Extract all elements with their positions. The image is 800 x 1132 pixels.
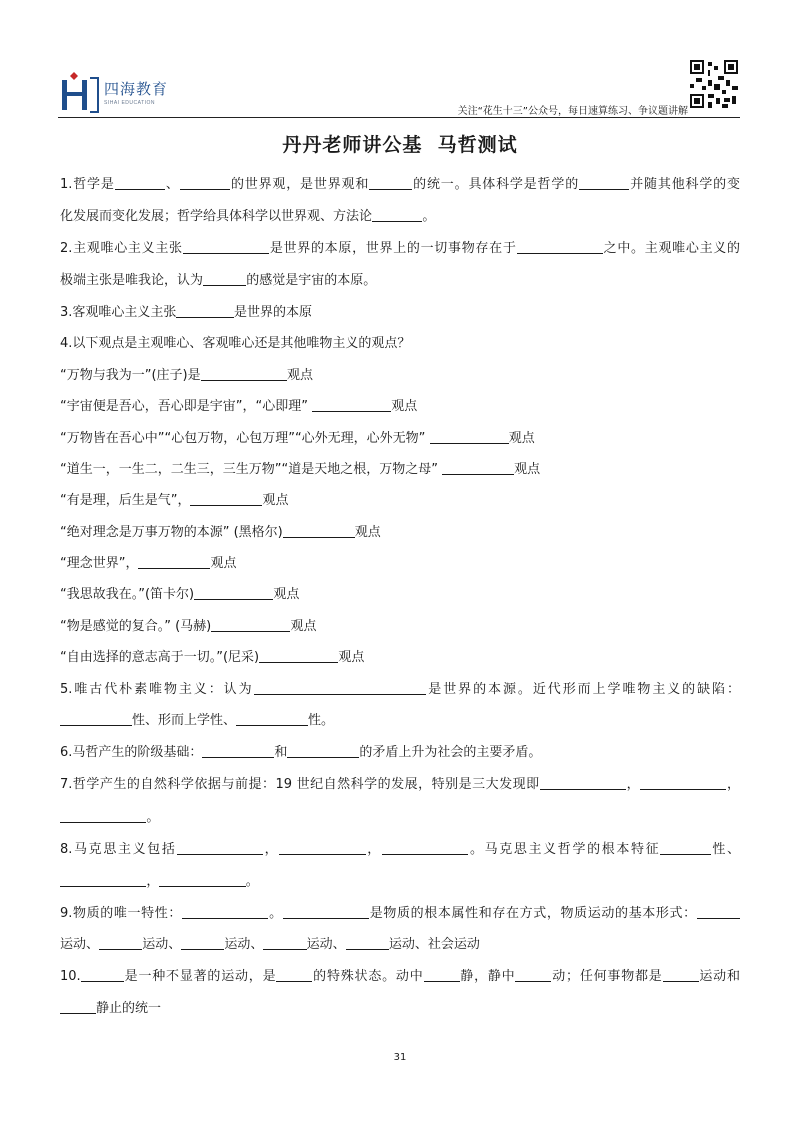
- line-text: 静，静中: [459, 969, 516, 984]
- question-line: [60, 741, 541, 760]
- line-text: 。: [245, 874, 259, 889]
- line-text: 是世界的本源。近代形而上学唯物主义的缺陷：: [426, 682, 740, 697]
- line-text: “万物与我为一”(庄子)是: [60, 368, 201, 383]
- answer-blank[interactable]: [181, 937, 224, 950]
- answer-blank[interactable]: [194, 587, 273, 600]
- qr-code-icon: [690, 60, 738, 108]
- answer-blank[interactable]: [138, 556, 210, 569]
- question-line: [60, 678, 740, 697]
- answer-blank[interactable]: [201, 368, 287, 381]
- answer-blank[interactable]: [211, 619, 290, 632]
- line-text: 的感觉是宇宙的本原。: [246, 273, 377, 288]
- answer-blank[interactable]: [177, 842, 263, 855]
- question-line: [60, 615, 316, 634]
- line-text: 运动、社会运动: [388, 937, 480, 952]
- line-text: 观点: [273, 587, 300, 602]
- line-text: ，: [626, 777, 641, 792]
- question-line: [60, 332, 410, 351]
- answer-blank[interactable]: [369, 177, 412, 190]
- answer-blank[interactable]: [517, 241, 603, 254]
- question-line: [60, 997, 161, 1016]
- question-line: [60, 646, 364, 665]
- line-text: ，: [262, 842, 280, 857]
- answer-blank[interactable]: [372, 209, 422, 222]
- line-text: 运动、: [306, 937, 346, 952]
- line-text: 观点: [354, 525, 381, 540]
- answer-blank[interactable]: [115, 177, 165, 190]
- line-text: 观点: [508, 431, 535, 446]
- line-text: 观点: [391, 399, 418, 414]
- line-text: “有是理，后生是气”，: [60, 493, 191, 508]
- line-text: “我思故我在。”(笛卡尔): [60, 587, 195, 602]
- answer-blank[interactable]: [640, 777, 726, 790]
- answer-blank[interactable]: [182, 906, 268, 919]
- line-text: 动；任何事物都是: [551, 969, 663, 984]
- line-text: 运动和: [698, 969, 740, 984]
- answer-blank[interactable]: [176, 305, 234, 318]
- header-divider: [58, 117, 740, 118]
- question-line: [60, 838, 740, 857]
- line-text: 运动、: [224, 937, 264, 952]
- question-line: [60, 773, 740, 792]
- line-text: 之中。主观唯心主义的: [602, 241, 740, 256]
- question-line: [60, 552, 237, 571]
- answer-blank[interactable]: [99, 937, 142, 950]
- answer-blank[interactable]: [382, 842, 468, 855]
- question-line: [60, 458, 540, 477]
- question-line: [60, 870, 259, 889]
- answer-blank[interactable]: [180, 177, 230, 190]
- line-text: 2.主观唯心主义主张: [60, 241, 183, 256]
- line-text: 。: [422, 209, 436, 224]
- line-text: 9.物质的唯一特性：: [60, 906, 183, 921]
- answer-blank[interactable]: [430, 431, 509, 444]
- answer-blank[interactable]: [312, 399, 391, 412]
- answer-blank[interactable]: [424, 969, 460, 982]
- answer-blank[interactable]: [579, 177, 629, 190]
- question-line: [60, 583, 299, 602]
- logo-subtext: SIHAI EDUCATION: [104, 100, 156, 106]
- line-text: 的矛盾上升为社会的主要矛盾。: [359, 745, 542, 760]
- line-text: ，: [726, 777, 740, 792]
- question-line: [60, 806, 159, 825]
- answer-blank[interactable]: [540, 777, 626, 790]
- question-line: [60, 269, 376, 288]
- line-text: 5.唯古代朴素唯物主义：认为: [60, 682, 254, 697]
- answer-blank[interactable]: [183, 241, 269, 254]
- answer-blank[interactable]: [254, 682, 427, 695]
- logo: [60, 70, 200, 116]
- question-line: [60, 205, 435, 224]
- answer-blank[interactable]: [276, 969, 312, 982]
- answer-blank[interactable]: [60, 1001, 96, 1014]
- line-text: “万物皆在吾心中”“心包万物，心包万理”“心外无理，心外无物”: [60, 431, 430, 446]
- line-text: 是世界的本原，世界上的一切事物存在于: [269, 241, 517, 256]
- line-text: 性、形而上学性、: [132, 713, 237, 728]
- line-text: 。: [146, 810, 160, 825]
- line-text: 4.以下观点是主观唯心、客观唯心还是其他唯物主义的观点？: [60, 336, 411, 351]
- question-line: [60, 933, 480, 952]
- line-text: 观点: [514, 462, 541, 477]
- line-text: 8.马克思主义包括: [60, 842, 177, 857]
- line-text: 观点: [287, 368, 314, 383]
- line-text: 7.哲学产生的自然科学依据与前提：19 世纪自然科学的发展，特别是三大发现即: [60, 777, 540, 792]
- line-text: 。: [268, 906, 283, 921]
- answer-blank[interactable]: [279, 842, 365, 855]
- line-text: 6.马哲产生的阶级基础：: [60, 745, 203, 760]
- line-text: 、: [165, 177, 180, 192]
- answer-blank[interactable]: [202, 745, 274, 758]
- line-text: 静止的统一: [96, 1001, 162, 1016]
- question-line: [60, 965, 740, 984]
- line-text: 1.哲学是: [60, 177, 115, 192]
- answer-blank[interactable]: [159, 874, 245, 887]
- line-text: 的特殊状态。动中: [312, 969, 424, 984]
- answer-blank[interactable]: [81, 969, 124, 982]
- question-line: [60, 301, 312, 320]
- question-line: [60, 395, 417, 414]
- line-text: 化发展而变化发展；哲学给具体科学以世界观、方法论: [60, 209, 373, 224]
- question-line: [60, 427, 535, 446]
- line-text: “绝对理念是万事万物的本源” (黑格尔): [60, 525, 283, 540]
- question-line: [60, 364, 313, 383]
- question-line: [60, 902, 740, 921]
- line-text: 是物质的根本属性和存在方式，物质运动的基本形式：: [369, 906, 697, 921]
- line-text: 观点: [262, 493, 289, 508]
- line-text: 的世界观，是世界观和: [230, 177, 370, 192]
- answer-blank[interactable]: [190, 493, 262, 506]
- line-text: 运动、: [142, 937, 182, 952]
- line-text: 性、: [710, 842, 740, 857]
- answer-blank[interactable]: [60, 810, 146, 823]
- question-line: [60, 237, 740, 256]
- line-text: 10.: [60, 969, 81, 984]
- line-text: 3.客观唯心主义主张: [60, 305, 177, 320]
- line-text: 观点: [290, 619, 317, 634]
- line-text: “道生一，一生二，二生三，三生万物”“道是天地之根，万物之母”: [60, 462, 443, 477]
- question-line: [60, 173, 740, 192]
- line-text: ，: [365, 842, 382, 857]
- line-text: “自由选择的意志高于一切。”(尼采): [60, 650, 260, 665]
- answer-blank[interactable]: [259, 650, 338, 663]
- answer-blank[interactable]: [263, 937, 306, 950]
- line-text: “理念世界”，: [60, 556, 139, 571]
- answer-blank[interactable]: [283, 906, 369, 919]
- line-text: 观点: [338, 650, 365, 665]
- answer-blank[interactable]: [663, 969, 699, 982]
- line-text: “物是感觉的复合。” (马赫): [60, 619, 212, 634]
- page-number: 31: [393, 1052, 407, 1063]
- logo-text: 四海教育: [104, 80, 169, 98]
- line-text: 并随其他科学的变: [629, 177, 740, 192]
- answer-blank[interactable]: [283, 525, 355, 538]
- answer-blank[interactable]: [442, 462, 514, 475]
- answer-blank[interactable]: [697, 906, 740, 919]
- line-text: 的统一。具体科学是哲学的: [412, 177, 580, 192]
- answer-blank[interactable]: [660, 842, 710, 855]
- answer-blank[interactable]: [203, 273, 246, 286]
- line-text: 。马克思主义哲学的根本特征: [468, 842, 661, 857]
- answer-blank[interactable]: [236, 713, 308, 726]
- answer-blank[interactable]: [60, 713, 132, 726]
- header-note: 关注“花生十三”公众号，每日速算练习、争议题讲解: [457, 106, 688, 117]
- question-line: [60, 521, 381, 540]
- question-line: [60, 709, 334, 728]
- line-text: 是一种不显著的运动，是: [123, 969, 277, 984]
- answer-blank[interactable]: [60, 874, 146, 887]
- line-text: 性。: [308, 713, 335, 728]
- line-text: 观点: [210, 556, 237, 571]
- line-text: 运动、: [60, 937, 100, 952]
- answer-blank[interactable]: [287, 745, 359, 758]
- page-title: 丹丹老师讲公基 马哲测试: [282, 134, 518, 156]
- line-text: ，: [146, 874, 160, 889]
- answer-blank[interactable]: [515, 969, 551, 982]
- line-text: 极端主张是唯我论，认为: [60, 273, 204, 288]
- question-line: [60, 489, 289, 508]
- answer-blank[interactable]: [346, 937, 389, 950]
- logo-mark-icon: [60, 70, 100, 114]
- line-text: “宇宙便是吾心，吾心即是宇宙”，“心即理”: [60, 399, 313, 414]
- line-text: 是世界的本原: [234, 305, 313, 320]
- line-text: 和: [274, 745, 288, 760]
